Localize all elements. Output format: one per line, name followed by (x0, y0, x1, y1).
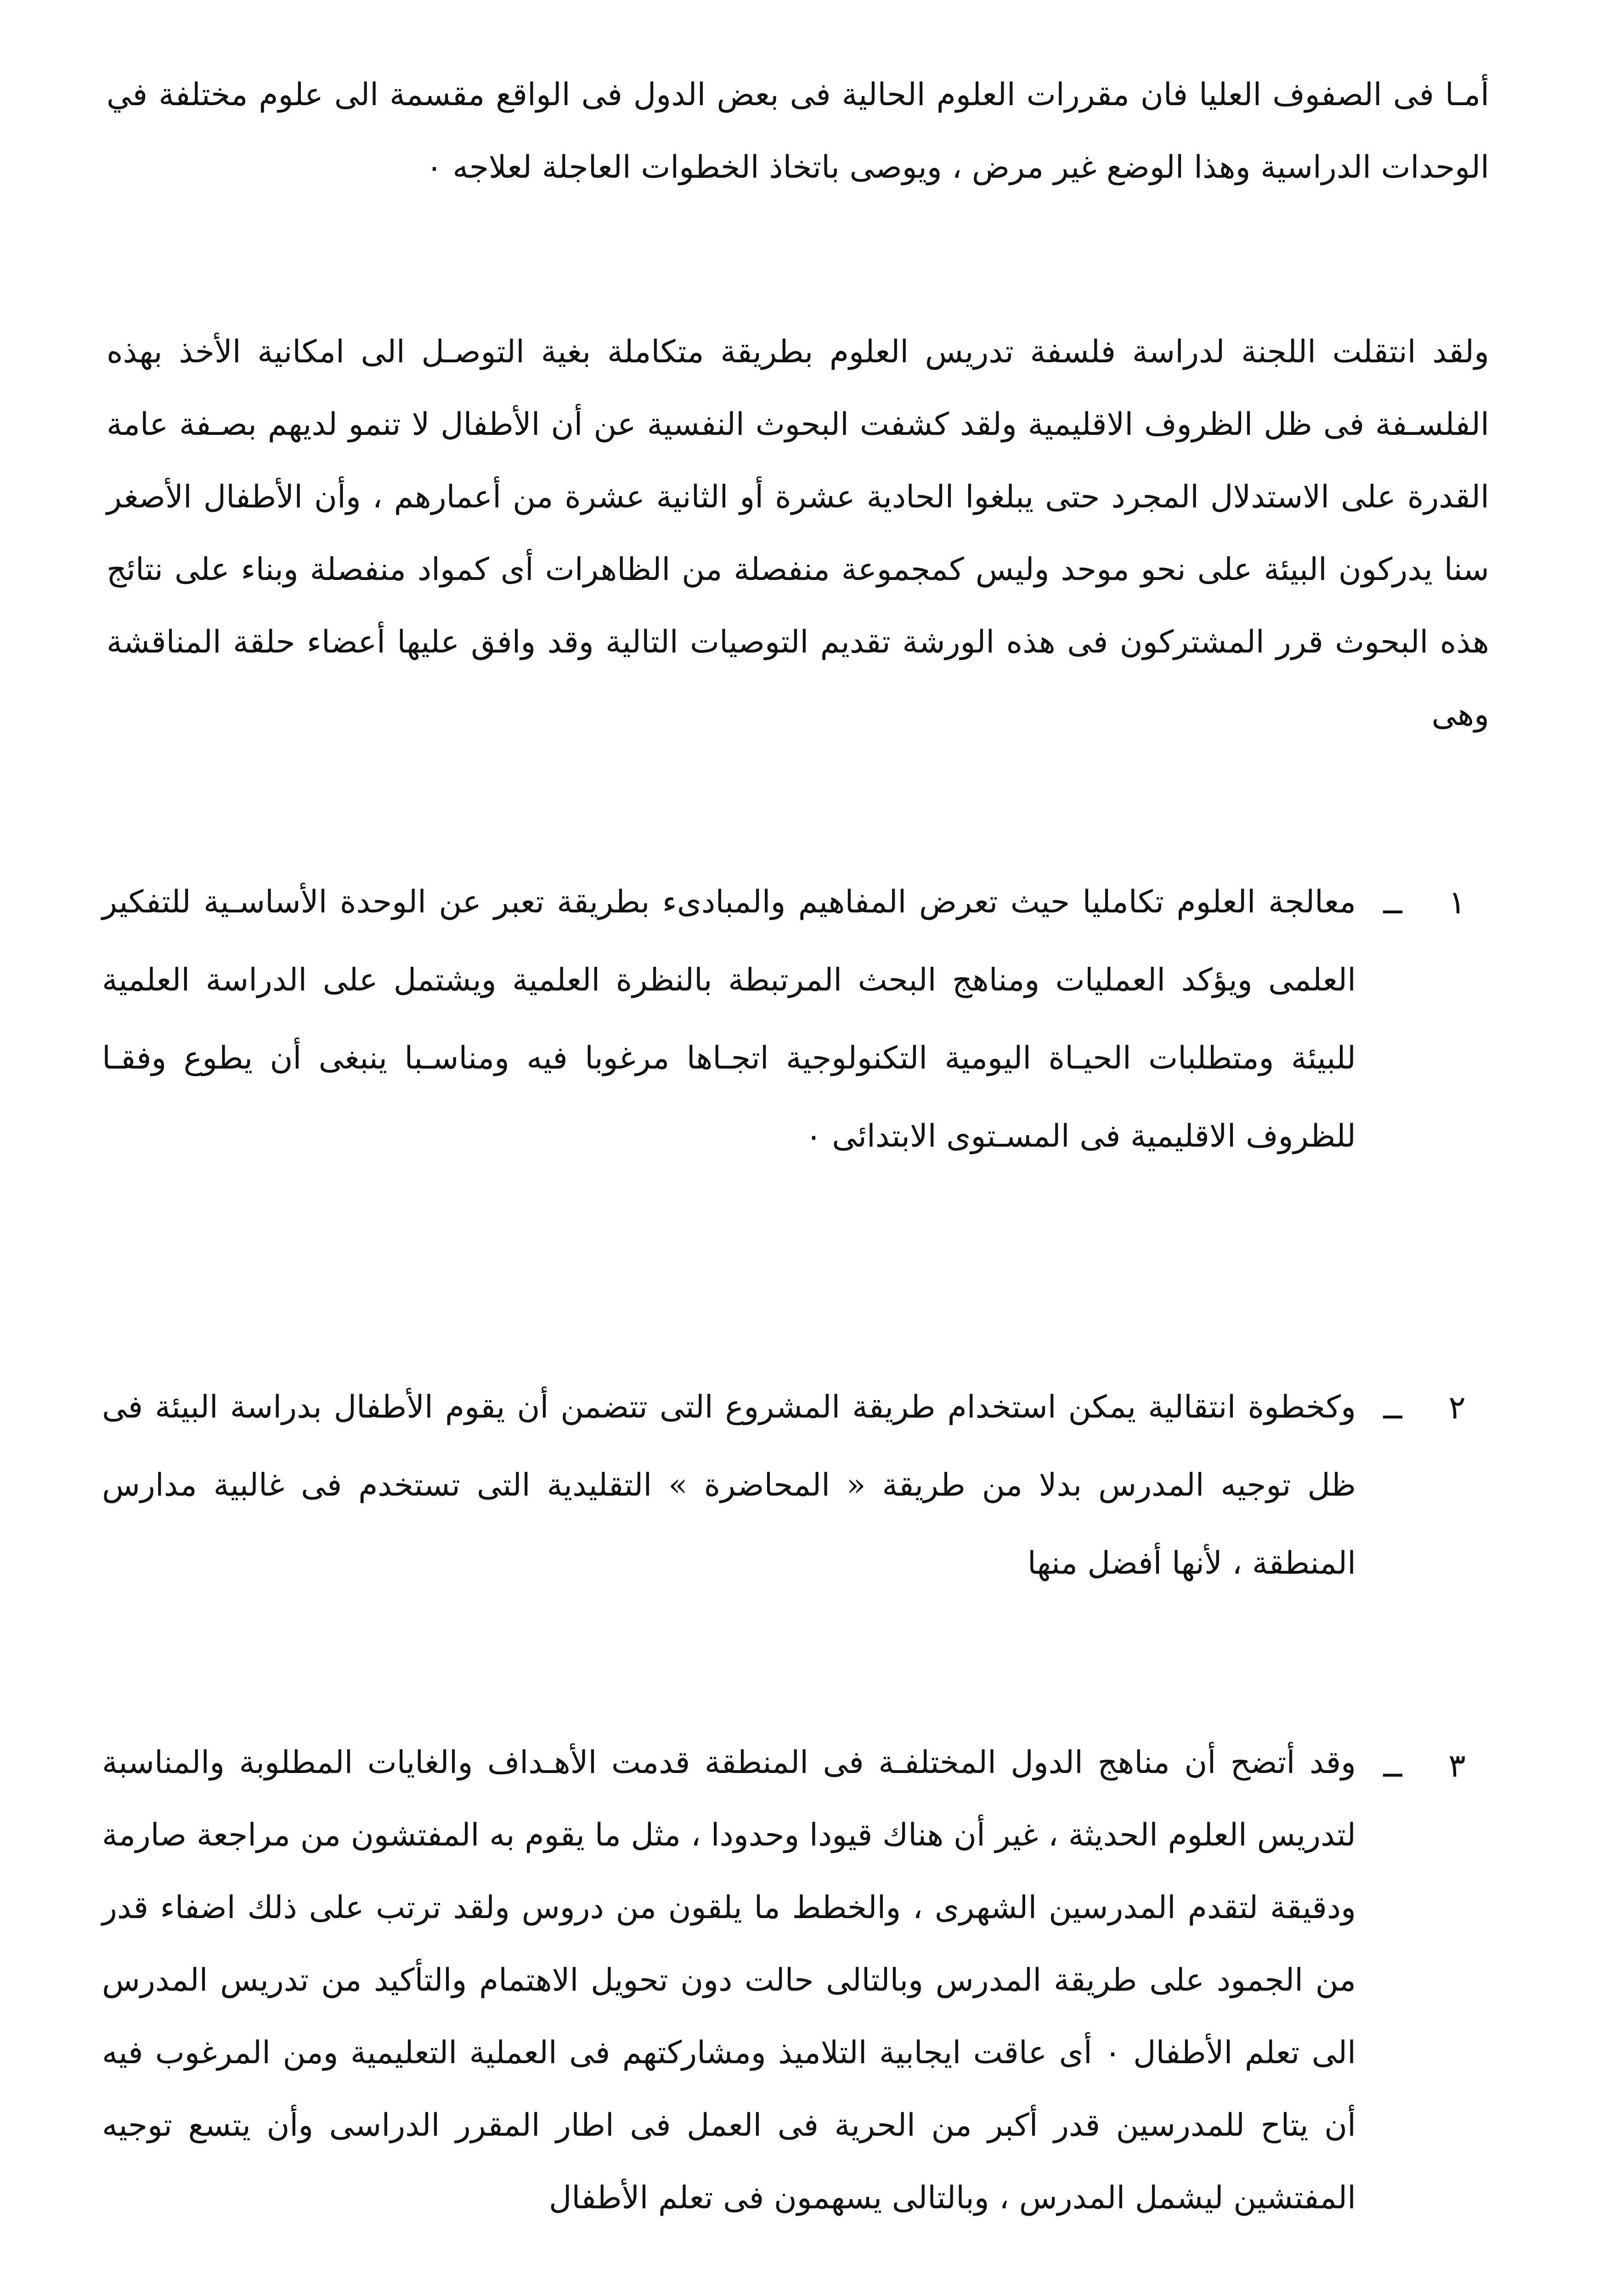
item-dash: ــ (1383, 1389, 1402, 1426)
paragraph-upper-grades: أمـا فى الصفوف العليا فان مقررات العلوم الحالية فى بعض الدول فى الواقع مقسمة الى علوم مختلفة في الوحدات الدراسية وهذا الوضع غير مرض ، ويوصى باتخاذ الخطوات العاجلة لعلاجه ٠ (107, 77, 1489, 186)
item-number: ١ (1448, 884, 1466, 921)
item-text: وقد أتضح أن مناهج الدول المختلفـة فى المنطقة قدمت الأهـداف والغايات المطلوبة والمناسبة لتدريس العلوم الحديثة ، غير أن هناك قيودا وحدودا ، مثل ما يقوم به المفتشون من مراجعة صارمة ودقيقة لتقدم المدرسين الشهرى ، والخطط ما يلقون من دروس ولقد ترتب على ذلك اضفاء قدر من الجمود على طريقة المدرس وبالتالى حالت دون تحويل الاهتمام والتأكيد من تدريس المدرس الى تعلم الأطفال ٠ أى عاقت ايجابية التلاميذ ومشاركتهم فى العملية التعليمية ومن المرغوب فيه أن يتاح للمدرسين قدر أكبر من الحرية فى العمل فى اطار المقرر الدراسى وأن يتسع توجيه المفتشين ليشمل المدرس ، وبالتالى يسهمون فى تعلم الأطفال (102, 1745, 1356, 2216)
item-dash: ــ (1383, 884, 1402, 921)
item-dash: ــ (1383, 1747, 1402, 1784)
item-number: ٢ (1448, 1389, 1466, 1426)
item-text: معالجة العلوم تكامليا حيث تعرض المفاهيم والمبادىء بطريقة تعبر عن الوحدة الأساسـية للتفكير العلمى ويؤكد العمليات ومناهج البحث المرتبطة بالنظرة العلمية ويشتمل على الدراسة العلمية للبيئة ومتطلبات الحيـاة اليومية التكنولوجية اتجـاها مرغوبا فيه ومناسـبا ينبغى أن يطوع وفقـا للظروف الاقليمية فى المسـتوى الابتدائى ٠ (102, 884, 1356, 1154)
item-number: ٣ (1448, 1747, 1466, 1784)
paragraph-committee-philosophy: ولقد انتقلت اللجنة لدراسة فلسفة تدريس العلوم بطريقة متكاملة بغية التوصـل الى امكانية الأخذ بهذه الفلسـفة فى ظل الظروف الاقليمية ولقد كشفت البحوث النفسية عن أن الأطفال لا تنمو لديهم بصـفة عامة القدرة على الاستدلال المجرد حتى يبلغوا الحادية عشرة أو الثانية عشرة من أعمارهم ، وأن الأطفال الأصغر سنا يدركون البيئة على نحو موحد وليس كمجموعة منفصلة من الظاهرات أى كمواد منفصلة وبناء على نتائج هذه البحوث قرر المشتركون فى هذه الورشة تقديم التوصيات التالية وقد وافق عليها أعضاء حلقة المناقشة وهى (107, 334, 1489, 733)
item-text: وكخطوة انتقالية يمكن استخدام طريقة المشروع التى تتضمن أن يقوم الأطفال بدراسة البيئة فى ظل توجيه المدرس بدلا من طريقة « المحاضرة » التقليدية التى تستخدم فى غالبية مدارس المنطقة ، لأنها أفضل منها (102, 1389, 1356, 1581)
